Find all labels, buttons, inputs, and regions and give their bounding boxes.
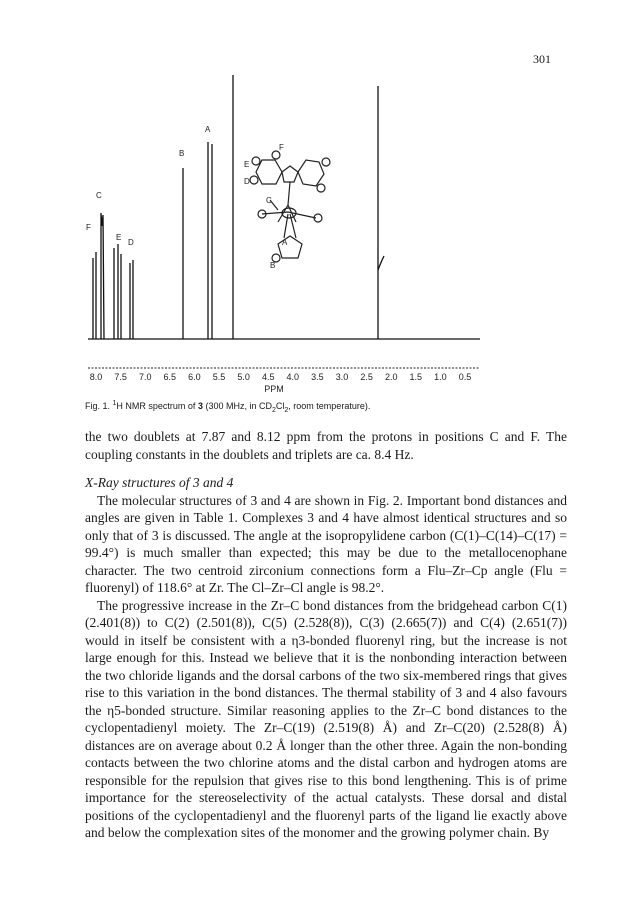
- paragraph-2: The molecular structures of 3 and 4 are shown in Fig. 2. Important bond distances and angles are given in Table 1. Complexes 3 and 4 have almost identical structures and so only that of 3 is discussed. The angle at the isopropylidene carbon (C(1)–C(14)–C(17) = 99.4°) is much smaller than expected; this may be due to the metallocenophane character. The two centroid zirconium connections form a Flu–Zr–Cp angle (Flu = fluorenyl) of 118.6° at Zr. The Cl–Zr–Cl angle is 98.2°.: [85, 492, 567, 595]
- ppm-tick-label: 8.0: [89, 372, 103, 382]
- paragraph-continuation: [85, 428, 567, 463]
- atom-right-bottom: [317, 184, 325, 192]
- ppm-tick-label: 0.5: [458, 372, 472, 382]
- peak-D: [130, 260, 133, 339]
- molecule-structure-inset: [250, 151, 330, 262]
- ppm-tick-label: 6.0: [188, 372, 201, 382]
- peak-A: [208, 142, 212, 339]
- section-xray: [85, 474, 567, 842]
- spectrum-trace: [88, 75, 480, 339]
- ppm-tick-label: 7.0: [138, 372, 152, 382]
- mol-label-C: C: [266, 196, 272, 205]
- atom-E: [252, 157, 260, 165]
- paragraph-1: the two doublets at 7.87 and 8.12 ppm from the protons in positions C and F. The coupling constants in the doublets and triplets are ca. 8.4 Hz.: [85, 429, 567, 462]
- integral-hook: [378, 256, 384, 270]
- caption-mid: (300 MHz, in CD: [202, 401, 272, 411]
- paragraph-3: The progressive increase in the Zr–C bond distances from the bridgehead carbon C(1) (2.401(8)) to C(2) (2.501(8)), C(5) (2.528(8)), C(3) (2.665(7)) and C(4) (2.651(7)) would in itself be consistent with a η3-bonded fluorenyl ring, but the increase is not large enough for this. Instead we believe that it is the nonbonding interaction between the two chloride ligands and the dorsal carbons of the two six-membered rings that gives rise to this variation in the bond distances. The thermal stability of 3 and 4 also favours the η5-bonded structure. Similar reasoning applies to the Zr–C bond distances to the cyclopentadienyl moiety. The Zr–C(19) (2.519(8) Å) and Zr–C(20) (2.528(8) Å) distances are on average about 0.2 Å longer than the other three. Again the non-bonding contacts between the two chlorine atoms and the distal carbon and hydrogen atoms are responsible for the repulsion that gives rise to this bond lengthening. This is of prime importance for the stereoselectivity of the actual catalysts. These dorsal and distal positions of the cyclopentadienyl and the fluorenyl parts of the ligand lie exactly above and below the complexation sites of the monomer and the growing polymer chain. By: [85, 597, 567, 840]
- ppm-tick-label: 3.5: [311, 372, 324, 382]
- peak-E: [114, 244, 121, 339]
- ppm-axis-label: PPM: [264, 384, 284, 394]
- ppm-tick-label: 4.0: [286, 372, 300, 382]
- ppm-tick-label: 3.0: [335, 372, 349, 382]
- fluorenyl-ring-right: [298, 160, 324, 186]
- peak-label-C: C: [96, 191, 102, 200]
- ppm-tick-label: 4.5: [261, 372, 275, 382]
- ppm-tick-label: 6.5: [163, 372, 177, 382]
- fluorenyl-ring-left: [256, 160, 282, 184]
- atom-D: [250, 176, 258, 184]
- page-number: 301: [533, 52, 551, 66]
- mol-label-D: D: [244, 177, 250, 186]
- atom-F: [272, 151, 280, 159]
- mol-label-F: F: [279, 143, 284, 152]
- zr-cl-bonds: [262, 212, 316, 218]
- ppm-tick-label: 2.0: [384, 372, 398, 382]
- ppm-tick-label: 1.0: [434, 372, 447, 382]
- mol-label-B: B: [270, 261, 276, 270]
- ppm-tick-label: 5.0: [237, 372, 250, 382]
- caption-sub1: 2: [271, 406, 276, 414]
- caption-sub2: 2: [284, 406, 289, 414]
- ppm-tick-label: 2.5: [360, 372, 373, 382]
- mol-label-A: A: [282, 238, 288, 247]
- peak-label-B: B: [179, 149, 185, 158]
- ppm-tick-label: 5.5: [212, 372, 226, 382]
- peak-label-F: F: [86, 223, 91, 232]
- caption-sup: 1: [112, 400, 117, 407]
- caption-cl: Cl: [275, 401, 285, 411]
- peak-F: [93, 252, 96, 339]
- peak-label-A: A: [205, 125, 211, 134]
- figure-caption: [85, 400, 565, 414]
- caption-prefix: Fig. 1.: [85, 401, 113, 411]
- peak-C: [101, 213, 104, 339]
- ppm-tick-label: 1.5: [409, 372, 423, 382]
- fluorenyl-ring-center: [282, 166, 298, 182]
- mol-label-E: E: [244, 160, 250, 169]
- caption-bold: 3: [197, 401, 203, 411]
- ppm-tick-label: 7.5: [114, 372, 127, 382]
- caption-end: , room temperature).: [288, 401, 371, 411]
- nmr-spectrum-figure: [0, 0, 629, 400]
- atom-right-top: [322, 158, 330, 166]
- section-heading: X-Ray structures of 3 and 4: [85, 475, 234, 490]
- peak-label-D: D: [128, 238, 134, 247]
- caption-main: H NMR spectrum of: [116, 401, 198, 411]
- ppm-axis-ticks: [90, 372, 472, 382]
- peak-label-E: E: [116, 233, 122, 242]
